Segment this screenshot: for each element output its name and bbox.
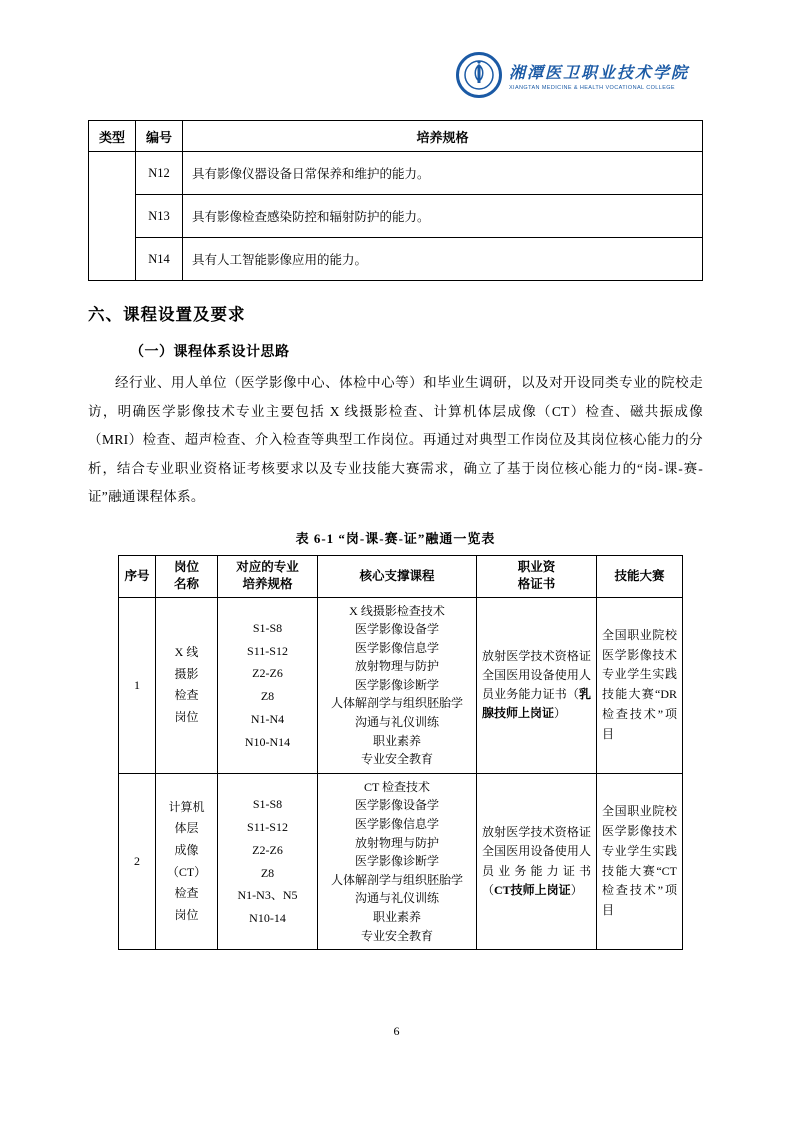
spec-code: N12 bbox=[136, 152, 183, 195]
col-header-code: 编号 bbox=[136, 121, 183, 152]
college-name-en: XIANGTAN MEDICINE & HEALTH VOCATIONAL COLLEGE bbox=[508, 84, 676, 91]
spec-code: N13 bbox=[136, 195, 183, 238]
intro-paragraph: 经行业、用人单位（医学影像中心、体检中心等）和毕业生调研，以及对开设同类专业的院校走访，明确医学影像技术专业主要包括 X 线摄影检查、计算机体层成像（CT）检查、磁共振成像（MRI）检查、超声检查、介入检查等典型工作岗位。再通过对典型工作岗位及其岗位核心能力的分析，结合专业职业资格证考核要求以及专业技能大赛需求，确立了基于岗位核心能力的“岗-课-赛-证”融通课程体系。 bbox=[88, 375, 703, 504]
section-heading: 六、课程设置及要求 bbox=[88, 306, 246, 324]
spec-table-header-row bbox=[89, 121, 703, 152]
spec-codes: S1-S8 S11-S12 Z2-Z6 Z8 N1-N3、N5 N10-14 bbox=[218, 773, 318, 949]
type-merged-cell bbox=[89, 152, 136, 281]
table-caption: 表 6-1 “岗-课-赛-证”融通一览表 bbox=[295, 530, 496, 546]
college-logo bbox=[456, 52, 689, 98]
fusion-table-header-row bbox=[119, 555, 683, 597]
table-row bbox=[89, 152, 703, 195]
spec-codes: S1-S8 S11-S12 Z2-Z6 Z8 N1-N4 N10-N14 bbox=[218, 597, 318, 773]
certificates bbox=[477, 597, 597, 773]
spec-text: 具有人工智能影像应用的能力。 bbox=[183, 238, 703, 281]
cert-bold-text: CT技师上岗证 bbox=[494, 882, 571, 897]
college-emblem-icon bbox=[456, 52, 502, 98]
core-courses: X 线摄影检查技术 医学影像设备学 医学影像信息学 放射物理与防护 医学影像诊断学 人体解剖学与组织胚胎学 沟通与礼仪训练 职业素养 专业安全教育 bbox=[318, 597, 477, 773]
spec-text: 具有影像检查感染防控和辐射防护的能力。 bbox=[183, 195, 703, 238]
col-header-spec: 培养规格 bbox=[183, 121, 703, 152]
col-header-competition: 技能大赛 bbox=[597, 555, 683, 597]
fusion-table bbox=[118, 555, 683, 951]
cert-text: 放射医学技术资格证 全国医用设备使用人员业务能力证书（ bbox=[482, 648, 591, 702]
position-name: 计算机 体层 成像 （CT） 检查 岗位 bbox=[156, 773, 218, 949]
core-courses: CT 检查技术 医学影像设备学 医学影像信息学 放射物理与防护 医学影像诊断学 人体解剖学与组织胚胎学 沟通与礼仪训练 职业素养 专业安全教育 bbox=[318, 773, 477, 949]
col-header-certs: 职业资 格证书 bbox=[477, 555, 597, 597]
cert-text: 放射医学技术资格证 全国医用设备使用人员业务能力证书（ bbox=[482, 825, 591, 897]
col-header-type: 类型 bbox=[89, 121, 136, 152]
college-name bbox=[509, 60, 689, 91]
training-spec-table bbox=[88, 120, 703, 281]
table-row bbox=[89, 238, 703, 281]
col-header-position: 岗位 名称 bbox=[156, 555, 218, 597]
certificates bbox=[477, 773, 597, 949]
cert-bold-text: 乳腺技师上岗证 bbox=[482, 687, 591, 721]
skill-competition: 全国职业院校医学影像技术专业学生实践技能大赛“CT检查技术”项目 bbox=[597, 773, 683, 949]
spec-code: N14 bbox=[136, 238, 183, 281]
position-name: X 线 摄影 检查 岗位 bbox=[156, 597, 218, 773]
table-row bbox=[119, 597, 683, 773]
col-header-no: 序号 bbox=[119, 555, 156, 597]
table-row bbox=[119, 773, 683, 949]
skill-competition: 全国职业院校医学影像技术专业学生实践技能大赛“DR检查技术”项目 bbox=[597, 597, 683, 773]
page-number: 6 bbox=[393, 1024, 400, 1038]
col-header-courses: 核心支撑课程 bbox=[318, 555, 477, 597]
cert-text-close: ） bbox=[554, 706, 567, 721]
row-number: 1 bbox=[119, 597, 156, 773]
row-number: 2 bbox=[119, 773, 156, 949]
subsection-heading: （一）课程体系设计思路 bbox=[130, 343, 290, 359]
spec-text: 具有影像仪器设备日常保养和维护的能力。 bbox=[183, 152, 703, 195]
col-header-specs: 对应的专业 培养规格 bbox=[218, 555, 318, 597]
table-row bbox=[89, 195, 703, 238]
college-name-cn: 湘潭医卫职业技术学院 bbox=[508, 64, 689, 82]
cert-text-close: ） bbox=[570, 882, 583, 897]
